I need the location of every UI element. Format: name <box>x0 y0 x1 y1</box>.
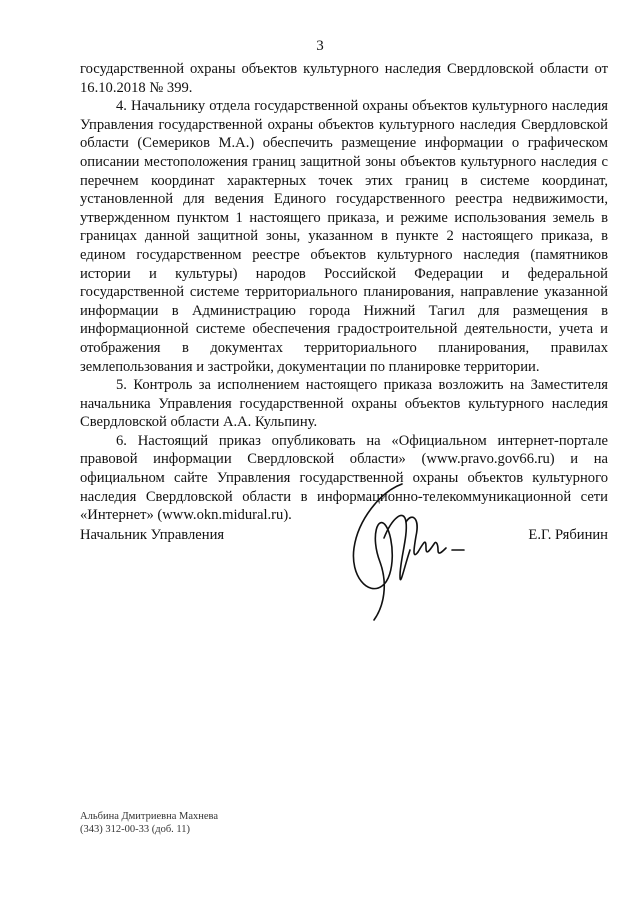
executor-phone: (343) 312-00-33 (доб. 11) <box>80 824 191 835</box>
paragraph-item-6: 6. Настоящий приказ опубликовать на «Официальном интернет-портале правовой информации Свердловской области» (www.pravo.gov66.ru) и на официальном сайте Управления государственной охраны объектов культурного наследия Свердловской области в информационно-телекоммуникационной сети «Интернет» (www.okn.midural.ru). <box>80 432 608 524</box>
paragraph-item-5: 5. Контроль за исполнением настоящего приказа возложить на Заместителя начальника Управления государственной охраны объектов культурного наследия Свердловской области А.А. Кульпину. <box>80 377 608 431</box>
signer-position: Начальник Управления <box>80 527 225 543</box>
paragraph-item-4: 4. Начальнику отдела государственной охраны объектов культурного наследия Управления государственной охраны объектов культурного наследия Свердловской области (Семериков М.А.) обеспечить размещение информации о графическом описании местоположения границ защитной зоны объектов культурного наследия с перечнем координат характерных точек этих границ в системе координат, установленной для ведения Единого государственного реестра недвижимости, утвержденном пунктом 1 настоящего приказа, и режиме использования земель в границах данной защитной зоны, указанном в пункте 2 настоящего приказа, в едином государственном реестре объектов культурного наследия (памятников истории и культуры) народов Российской Федерации и федеральной государственной системе территориального планирования, направление указанной информации в Администрацию города Нижний Тагил для размещения в информационной системе обеспечения градостроительной деятельности, учета и отображения в документах территориального планирования, правилах землепользования и застройки, документации по планировке территории. <box>80 98 608 375</box>
executor-name: Альбина Дмитриевна Махнева <box>80 811 219 822</box>
handwritten-signature-icon <box>340 478 470 626</box>
page-number: 3 <box>316 38 324 54</box>
executor-info <box>80 810 218 836</box>
paragraph-continuation: государственной охраны объектов культурного наследия Свердловской области от 16.10.2018 № 399. <box>80 61 608 96</box>
document-body <box>80 60 608 525</box>
signer-name: Е.Г. Рябинин <box>528 527 608 543</box>
